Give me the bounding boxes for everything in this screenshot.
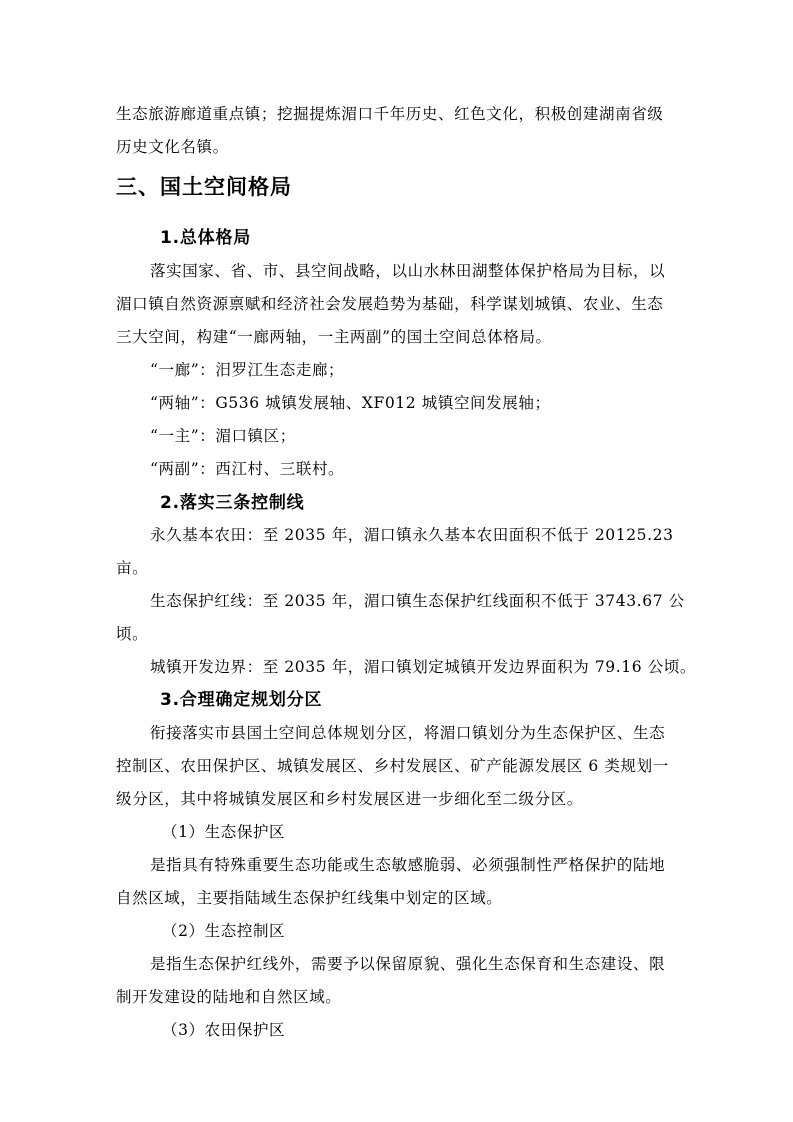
section-heading: 三、国土空间格局 [116, 175, 292, 199]
paragraph-line: 永久基本农田：至 2035 年，湄口镇永久基本农田面积不低于 20125.23 [150, 526, 674, 544]
paragraph-line: 生态旅游廊道重点镇；挖掘提炼湄口千年历史、红色文化，积极创建湖南省级 [116, 105, 664, 123]
list-item: “两轴”：G536 城镇发展轴、XF012 城镇空间发展轴； [150, 394, 551, 412]
list-heading: （2）生态控制区 [162, 922, 286, 940]
paragraph-line: 衔接落实市县国土空间总体规划分区，将湄口镇划分为生态保护区、生态 [150, 724, 666, 742]
paragraph-line: 是指具有特殊重要生态功能或生态敏感脆弱、必须强制性严格保护的陆地 [150, 856, 666, 874]
paragraph-line: 自然区域，主要指陆域生态保护红线集中划定的区域。 [116, 889, 503, 907]
list-heading: （3）农田保护区 [162, 1021, 286, 1039]
list-item: “两副”：西江村、三联村。 [150, 460, 345, 478]
paragraph-line: 制开发建设的陆地和自然区域。 [116, 988, 342, 1006]
paragraph-line: 顷。 [116, 625, 149, 643]
list-item: “一主”：湄口镇区； [150, 427, 296, 445]
paragraph-line: 是指生态保护红线外，需要予以保留原貌、强化生态保育和生态建设、限 [150, 955, 666, 973]
list-item: “一廊”：汨罗江生态走廊； [150, 361, 345, 379]
subsection-heading: 1.总体格局 [160, 228, 252, 248]
paragraph-line: 城镇开发边界：至 2035 年，湄口镇划定城镇开发边界面积为 79.16 公顷。 [150, 658, 697, 676]
paragraph-line: 三大空间，构建“一廊两轴，一主两副”的国土空间总体格局。 [116, 328, 552, 346]
paragraph-line: 湄口镇自然资源禀赋和经济社会发展趋势为基础，科学谋划城镇、农业、生态 [116, 295, 664, 313]
subsection-heading: 3.合理确定规划分区 [160, 690, 323, 710]
paragraph-line: 控制区、农田保护区、城镇发展区、乡村发展区、矿产能源发展区 6 类规划一 [116, 757, 669, 775]
paragraph-line: 落实国家、省、市、县空间战略，以山水林田湖整体保护格局为目标，以 [150, 262, 666, 280]
paragraph-line: 级分区，其中将城镇发展区和乡村发展区进一步细化至二级分区。 [116, 790, 583, 808]
paragraph-line: 亩。 [116, 559, 149, 577]
paragraph-line: 历史文化名镇。 [116, 138, 229, 156]
subsection-heading: 2.落实三条控制线 [160, 493, 305, 513]
paragraph-line: 生态保护红线：至 2035 年，湄口镇生态保护红线面积不低于 3743.67 公 [150, 592, 685, 610]
list-heading: （1）生态保护区 [162, 823, 286, 841]
